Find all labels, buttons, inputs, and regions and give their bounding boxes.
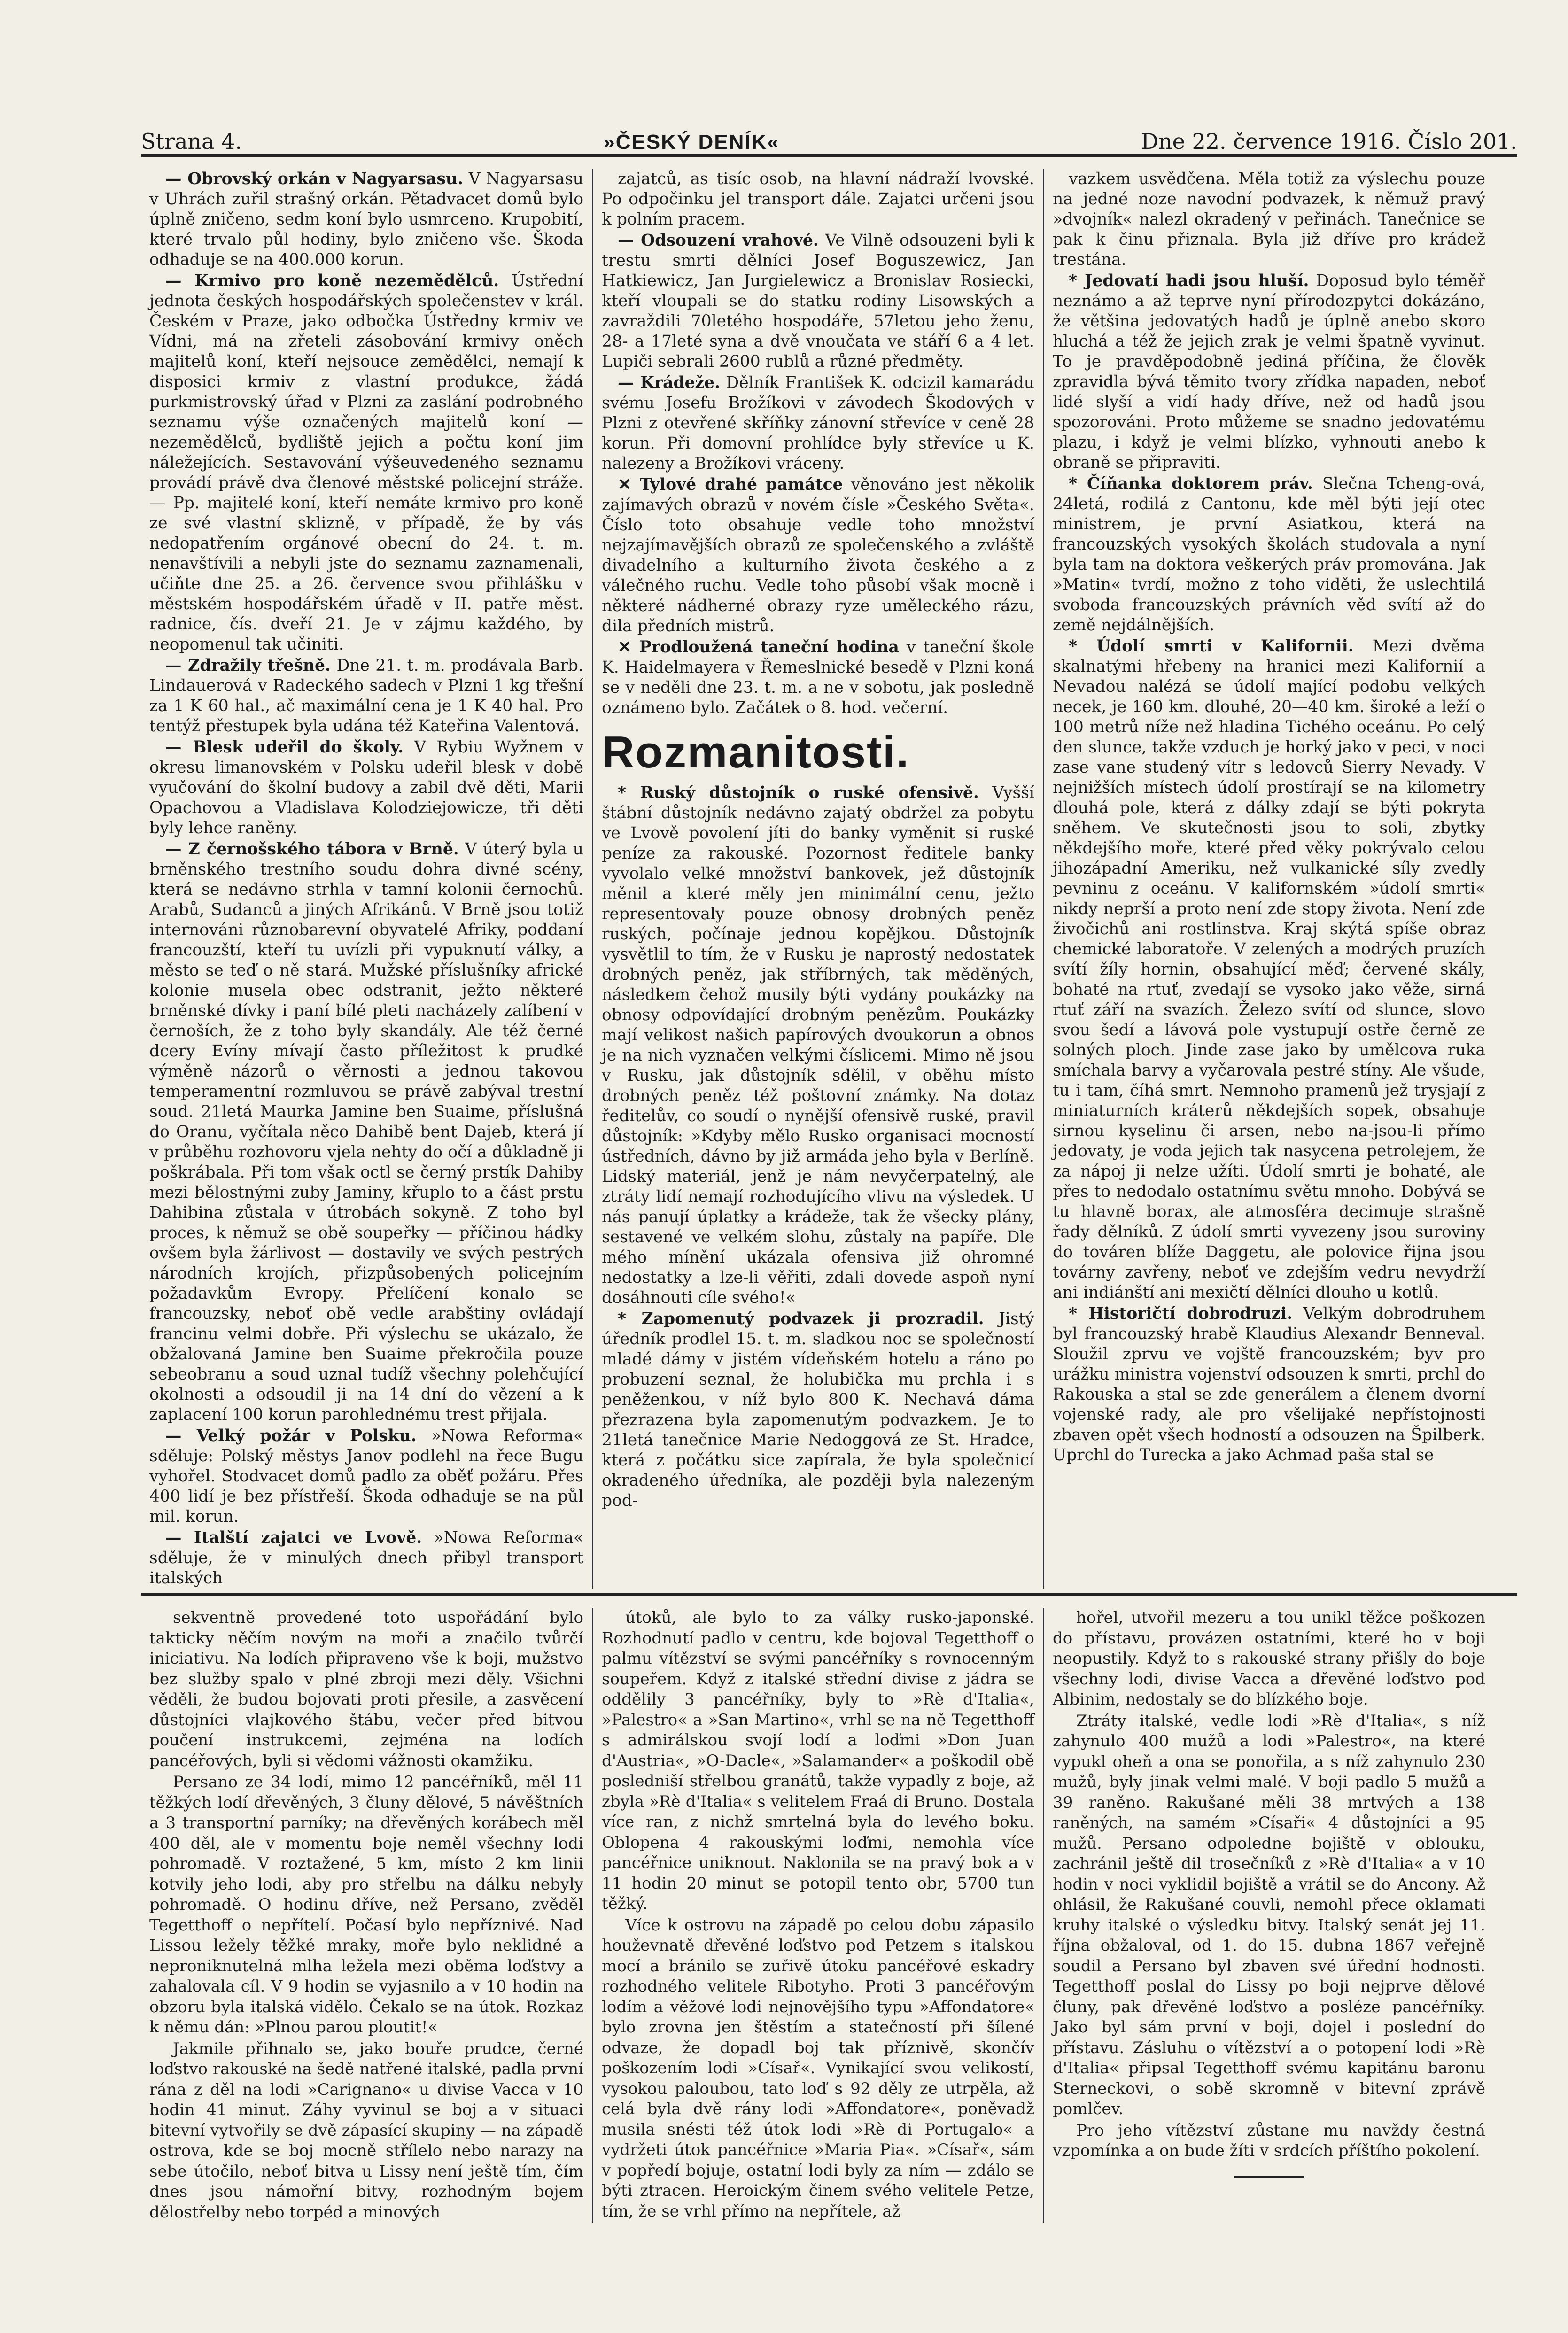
article-paragraph — [602, 169, 1034, 230]
body-paragraph: Persano ze 34 lodí, mimo 12 pancéřníků, měl 11 těžkých lodí dřevěných, 3 čluny dělové, 5 návěštních a 3 transportní parníky; na dřevěných korábech měl 400 děl, ale v momentu boje neměl všechny lodi pohromadě. V roztažené, 5 km, místo 2 km linii kotvily jeho lodi, aby pro střelbu na dálku nebyly pohromadě. O hodinu dříve, než Persano, zvěděl Tegetthoff o nepřítelí. Počasí bylo nepříznivé. Nad Lissou ležely těžké mraky, moře bylo neklidné a neproniknutelná mlha ležela mezi oběma loďstvy a zahalovala cíl. V 9 hodin se vyjasnilo a v 10 hodin na obzoru byla italská vidělo. Čekalo se na útok. Rozkaz k němu dán: »Plnou parou ploutit!« — [149, 1773, 583, 2037]
body-paragraph: útoků, ale bylo to za války rusko-japonské. Rozhodnutí padlo v centru, kde bojoval Tegetthoff o palmu vítězství se svými pancéřníky s rovnocenným soupeřem. Když z italské střední divise z jádra se oddělily 3 pancéřníky, byly to »Rè d'Italia«, »Palestro« a »San Martino«, vrhl se na ně Tegetthoff s admirálskou svojí lodí a loďmi »Don Juan d'Austria«, »O-Dacle«, »Salamander« a poškodil obě posledniší střelbou granátů, takže vypadly z boje, až zbyla »Rè d'Italia« s velitelem Fraá di Bruno. Dostala více ran, z nichž smrtelná byla do levého boku. Oblopena 4 rakouskými loďmi, nemohla více pancéřnice uniknout. Naklonila se na pravý bok a v 11 hodin 20 minut se potopil tento obr, 5700 tun těžký. — [602, 1608, 1034, 1913]
article-paragraph — [602, 373, 1034, 474]
article-heading: ✕ Tylové drahé památce — [618, 475, 843, 494]
article-text: Jistý úředník prodlel 15. t. m. sladkou noc se společností mladé dámy v jistém vídeňském hotelu a ráno po probuzení seznal, že holubička mu prchla i s peněženkou, v níž bylo 800 K. Nechavá dáma přezrazena byla zapomenutým podvazkem. Je to 21letá tanečnice Marie Nedoggová ze St. Hradce, která z počátku sice zapírala, že byla společnicí okradeného úředníka, ale později byla nalezeným pod- — [602, 1310, 1034, 1510]
article-text: Slečna Tcheng-ová, 24letá, rodilá z Cantonu, kde měl býti její otec ministrem, je první Asiatkou, která na francouzských vysokých školách studovala a nyní byla tam na doktora veškerých práv promována. Jak »Matin« tvrdí, možno z toho viděti, že uslechtilá svoboda francouzských právních věd svítí až do země nejdálnějších. — [1053, 474, 1485, 635]
section-divider — [141, 1593, 1517, 1596]
article-text: Velkým dobrodruhem byl francouzský hrabě Klaudius Alexandr Benneval. Sloužil zprvu ve vojště francouzském; byv pro urážku ministra vojenství odsouzen k smrti, prchl do Rakouska a stal se zde generálem a členem dvorní vojenské rady, ale pro všelijaké nepřístojnosti zbaven opět všech hodností a odsouzen na Špilberk. Uprchl do Turecka a jako Achmad paša stal se — [1053, 1304, 1485, 1465]
article-heading: — Z černošského tábora v Brně. — [165, 840, 459, 859]
article-paragraph — [149, 169, 583, 270]
article-heading: * Jedovatí hadi jsou hluší. — [1069, 271, 1309, 290]
top-columns — [141, 169, 1517, 1589]
article-heading: * Ruský důstojník o ruské ofensivě. — [618, 783, 979, 802]
article-paragraph — [1053, 636, 1485, 1303]
article-text: Dělník František K. odcizil kamarádu svému Josefu Brožíkovi v závodech Škodových v Plzni z otevřené skříňky zánovní střevíce v ceně 28 korun. Při domovní prohlídce byly střevíce u K. nalezeny a Brožíkovi vráceny. — [602, 373, 1034, 473]
bottom-column-3 — [1043, 1608, 1494, 2223]
article-heading: — Krmivo pro koně nezemědělců. — [165, 271, 499, 290]
article-heading: — Krádeže. — [618, 373, 721, 392]
article-paragraph — [149, 737, 583, 838]
article-paragraph — [602, 783, 1034, 1308]
section-title-rozmanitosti: Rozmanitosti. — [602, 727, 910, 777]
article-text: Ve Vilně odsouzeni byli k trestu smrti dělníci Josef Boguszewicz, Jan Hatkiewicz, Jan Jurgielewicz a Bronislav Rosiecki, kteří vloupali se do statku rodiny Lisowských a zavraždili 70letého hospodáře, 57letou jeho ženu, 28- a 17leté syna a dvě vnoučata ve stáří 6 a 4 let. Lupiči sebrali 2600 rublů a různé předměty. — [602, 231, 1034, 371]
column-2-news — [602, 169, 1034, 718]
column-2-rozmanitosti — [602, 783, 1034, 1511]
column-3 — [1043, 169, 1494, 1589]
article-text: v taneční škole K. Haidelmayera v Řemeslnické besedě v Plzni koná se v neděli dne 23. t. m. a ne v sobotu, jak posledně oznámeno bylo. Začátek o 8. hod. večerní. — [602, 638, 1034, 717]
article-heading: * Zapomenutý podvazek ji prozradil. — [618, 1310, 984, 1328]
issue-date: Dne 22. července 1916. Číslo 201. — [1141, 129, 1517, 154]
body-paragraph: Více k ostrovu na západě po celou dobu zápasilo houževnatě dřevěné loďstvo pod Petzem s italskou mocí a bránilo se zuřivě útoku pancéřové eskadry rozhodného velitele Ribotyho. Proti 3 pancéřovým lodím a věžové lodi nejnovějšího typu »Affondatore« bylo zrovna jen štěstím a statečností při šílené odvaze, že dopadl boj tak příznivě, skončív poškozením lodi »Císař«. Vynikající svou velikostí, vysokou paloubou, tato loď s 92 děly ze utrpěla, až celá byla dvě rány lodi »Affondatore«, poněvadž musila snésti též útok lodi »Rè di Portugalo« a vydržeti útok pancéřnice »Maria Pia«. »Císař«, sám v popředí bojuje, ostatní lodi byly za ním — zdálo se býti ztracen. Heroickým činem svého velitele Petze, tím, že se vrhl přímo na nepřítele, až — [602, 1915, 1034, 2221]
article-text: zajatců, as tisíc osob, na hlavní nádraží lvovské. Po odpočinku jel transport dále. Zajatci určeni jsou k polním pracem. — [602, 170, 1034, 229]
article-paragraph — [602, 637, 1034, 718]
bottom-columns — [141, 1608, 1517, 2223]
body-paragraph: hořel, utvořil mezeru a tou unikl těžce poškozen do přístavu, provázen ostatními, které ho v boji neopustily. Když to s rakouské strany přišly do boje všechny lodi, divise Vacca a dřevěné loďstvo pod Albinim, nedostaly se do blízkého boje. — [1053, 1608, 1485, 1709]
article-paragraph — [149, 839, 583, 1425]
article-paragraph — [602, 475, 1034, 636]
article-text: věnováno jest několik zajímavých obrazů v novém čísle »Českého Světa«. Číslo toto obsahuje vedle toho množství nejzajímavějších obrazů ze společenského a zvláště divadelního a kulturního života českého a z válečného ruchu. Vedle toho působí však mocně i některé nádherné obrazy ryze uměleckého rázu, dila předních mistrů. — [602, 475, 1034, 636]
article-heading: — Velký požár v Polsku. — [165, 1426, 417, 1445]
article-heading: — Blesk udeřil do školy. — [165, 738, 404, 757]
column-1 — [141, 169, 592, 1589]
body-paragraph: Jakmile přihnalo se, jako bouře prudce, černé loďstvo rakouské na šedě natřené italské, padla první rána z děl na lodi »Carignano« u divise Vacca v 10 hodin 41 minut. Záhy vyvinul se boj a v situaci bitevní vytvořily se dvě zápasící skupiny — na západě ostrova, kde se boj mocně střílelo nebo narazy na sebe útočilo, neboť bitva u Lissy není ještě tím, čím dnes jsou námořní bitvy, rozhodným bojem dělostřelby nebo torpéd a minových — [149, 2039, 583, 2222]
page-number: Strana 4. — [141, 129, 242, 154]
article-heading: * Údolí smrti v Kalifornii. — [1069, 637, 1354, 656]
article-paragraph — [1053, 474, 1485, 636]
article-text: Dne 21. t. m. prodávala Barb. Lindauerová v Radeckého sadech v Plzni 1 kg třešní za 1 K 60 hal., ač maximální cena je 1 K 40 hal. Pro tentýž přestupek byla udána též Kateřina Valentová. — [149, 656, 583, 736]
article-text: V Rybiu Wyžnem v okresu limanovském v Polsku udeřil blesk v době vyučování do školní budovy a zabil dvě děti, Marii Opachovou a Vladislava Kolodziejowicze, tři děti byly lehce raněny. — [149, 738, 583, 837]
article-paragraph — [1053, 1304, 1485, 1465]
article-text: V úterý byla u brněnského trestního soudu dohra divné scény, která se nedávno strhla v tamní kolonii černochů. Arabů, Sudanců a jiných Afrikánů. V Brně jsou totiž internováni různobarevní obyvatelé Afriky, poddaní francouzští, kteří tu uvízli při vypuknutí války, a město se teď o ně stará. Mužské příslušníky africké kolonie musela obec odstranit, ježto některé brněnské dívky i paní bílé pleti nacházely zalíbení v černoších, že z toho byly skandály. Ale též černé dcery Evíny mívají často příležitost k prudké výměně názorů o věrnosti a jednou takovou temperamentní rozmluvou se právě zabýval trestní soud. 21letá Maurka Jamine ben Suaime, příslušná do Oranu, vyčítala něco Dahibě bent Dajeb, která jí v průběhu rozhovoru vjela nehty do očí a důkladně ji poškrábala. Při tom však octl se černý prstík Dahiby mezi bělostnými zuby Jaminy, křuplo to a část prstu Dahibina zůstala v útrobách sokyně. Z toho byl proces, k němuž se obě soupeřky — příčinou hádky ovšem byla žárlivost — dostavily ve svých pestrých národních krojích, přizpůsobených policejním požadavkům Evropy. Přelíčení konalo se francouzsky, neboť obě vedle arabštiny ovládají francinu velmi dobře. Při výslechu se ukázalo, že obžalovaná Jamine ben Suaime překročila pouze sebeobranu a soud uznal tudíž všechny polehčující okolnosti a odsoudil ji na 14 dní do vězení a k zaplacení 100 korun parohlednému trest přijala. — [149, 840, 583, 1424]
article-text: V Nagyarsasu v Uhrách zuřil strašný orkán. Pětadvacet domů bylo úplně zničeno, sedm koní bylo usmrceno. Krupobití, které trvalo půl hodiny, bylo zničeno vše. Škoda odhaduje se na 400.000 korun. — [149, 170, 583, 269]
article-paragraph — [149, 271, 583, 655]
page-header — [141, 117, 1517, 157]
body-paragraph: sekventně provedené toto uspořádání bylo takticky něčím novým na moři a značilo tvůrčí iniciativu. Na lodích připraveno vše k boji, mužstvo bez služby spalo v plné zbroji mezi děly. Všichni věděli, že budou bojovati proti přesile, a zasvěcení důstojníci vlajkového štábu, večer před bitvou poučení instrukcemi, zejména na lodích pancéřových, byli si vědomi vážnosti okamžiku. — [149, 1608, 583, 1770]
article-paragraph — [149, 1528, 583, 1589]
article-heading: — Zdražily třešně. — [165, 656, 331, 675]
bottom-column-3-text — [1053, 1608, 1485, 2162]
body-paragraph: Ztráty italské, vedle lodi »Rè d'Italia«, s níž zahynulo 400 mužů a lodi »Palestro«, na které vypukl oheň a ona se ponořila, a s níž zahynulo 230 mužů, byly jinak velmi malé. V boji padlo 5 mužů a 39 raněno. Rakušané měli 38 mrtvých a 138 raněných, na samém »Císaři« 4 důstojníci a 95 mužů. Persano odpoledne bojiště v oblouku, zachránil ještě dil trosečníků z »Rè d'Italia« a v 10 hodin v noci vyklidil bojiště a vrátil se do Ancony. Až ohlásil, že Rakušané couvli, nemohl přece oklamati kruhy italské o výsledku bitvy. Italský senát jej 11. října obžaloval, od 1. do 15. dubna 1867 veřejně soudil a Persano byl zbaven své úřední hodnosti. Tegetthoff poslal do Lissy po boji nejprve dělové čluny, pak dřevěné loďstvo a posléze pancéřníky. Jako byl sám první v boji, dojel i poslední do přístavu. Zásluhu o vítězství a o potopení lodi »Rè d'Italia« připsal Tegetthoff svému kapitánu baronu Sterneckovi, o sobě skromně v bitevní zprávě pomlčev. — [1053, 1711, 1485, 2118]
article-paragraph — [602, 1309, 1034, 1511]
article-paragraph — [149, 1426, 583, 1527]
article-text: Mezi dvěma skalnatými hřebeny na hranici mezi Kalifornií a Nevadou nalézá se údolí mající podobu velkých necek, je 160 km. dlouhé, 20—40 km. široké a leží o 100 metrů níže než hladina Tichého oceánu. Po celý den slunce, takže vzduch je horký jako v peci, v noci zase vane studený vítr s ledovců Sierry Nevady. V nejnižších místech údolí prostírají se na kilometry dlouhá pole, která z dálky zdají se býti pokryta sněhem. Ve skutečnosti jsou to soli, zbytky někdejšího moře, které před věky pokrývalo celou jihozápadní Ameriku, než vulkanické síly zvedly pevninu z oceánu. V kalifornském »údolí smrti« nikdy neprší a proto není zde stopy života. Není zde živočichů ani rostlinstva. Kraj skýtá spíše obraz chemické laboratoře. V zelených a modrých pruzích svítí žíly hornin, obsahující měď; červené skály, bohaté na rtuť, zvedají se vysoko jako věže, sirná rtuť září na svazích. Železo svítí od slunce, slovo svou šedí a lávová pole vystupují ostře černě ze solných ploch. Jinde zase jako by umělcova ruka smíchala barvy a vyčarovala pestré stíny. Ale všude, tu i tam, číhá smrt. Nemnoho pramenů jež trysjají z miniaturních kráterů někdejších sopek, obsahuje sirnou kyselinu či arsen, nebo na-jsou-li přímo jedovaty, je voda jejich tak nasycena petrolejem, že za nápoj ji nelze užíti. Údolí smrti je bohaté, ale přes to nedodalo ostatnímu světu mnoho. Dobývá se tu hlavně borax, ale atmosféra decimuje strašně řady dělníků. Z údolí smrti vyvezeny jsou suroviny do továren blíže Daggetu, ale polovice řijna jsou továrny zavřeny, neboť ve zdejším vedru nevydrží ani indiánští ani mexičtí dělníci dlouho u kotlů. — [1053, 637, 1485, 1302]
article-heading: — Obrovský orkán v Nagyarsasu. — [165, 170, 463, 188]
bottom-column-1 — [141, 1608, 592, 2223]
article-text: »Nowa Reforma« sděluje: Polský městys Janov podlehl na řece Bugu vyhořel. Stodvacet domů padlo za oběť požáru. Přes 400 lidí je bez přístřeší. Škoda odhaduje se na půl mil. korun. — [149, 1426, 583, 1526]
article-text: Doposud bylo téměř neznámo a až teprve nyní přírodozpytci dokázáno, že většina jedovatých hadů je úplně anebo skoro hluchá a též že jejich zrak je velmi špatně vyvinut. To je pravděpodobně jediná příčina, že člověk zpravidla bývá těmito tvory zřídka napaden, neboť lidé slyší a vidí hady dříve, než od hadů jsou spozorováni. Proto můžeme se snadno jedovatému plazu, i když je velmi blízko, vyhnouti anebo k obraně se připraviti. — [1053, 271, 1486, 472]
article-paragraph — [1053, 169, 1485, 270]
article-text: Ústřední jednota českých hospodářských společenstev v král. Českém v Praze, jako odbočka Ústředny krmiv ve Vídni, má na zřeteli zásobování krmivy oněch majitelů koní, kteří nejsouce zemědělci, nemají k disposici krmiv z vlastní produkce, žádá purkmistrovský úřad v Plzni za zaslání podrobného seznamu výše označených majitelů koní — nezemědělců, bydliště jejich a počtu koní jim náležejících. Sestavování výšeuvedeného seznamu provádí právě dva členové městské policejní stráže. — Pp. majitelé koní, kteří nemáte krmivo pro koně ze své vlastní sklizně, v případě, že by vás nedopatřením orgánové obecní do 24. t. m. nenavštívili a nebyli jste do seznamu zaznamenali, učiňte dne 25. a 26. července svou přihlášku v městském hospodářském úřadě v II. patře měst. radnice, čís. dveří 21. Je v zájmu každého, by neopomenul tak učiniti. — [149, 271, 583, 654]
column-2 — [592, 169, 1043, 1589]
article-heading: * Historičtí dobrodruzi. — [1069, 1304, 1293, 1323]
article-paragraph — [602, 231, 1034, 372]
article-heading: — Italští zajatci ve Lvově. — [165, 1528, 422, 1547]
article-text: »Nowa Reforma« sděluje, že v minulých dnech přibyl transport italských — [149, 1528, 583, 1588]
body-paragraph: Pro jeho vítězství zůstane mu navždy čestná vzpomínka a on bude žíti v srdcích příštího pokolení. — [1053, 2121, 1485, 2160]
article-heading: ✕ Prodloužená taneční hodina — [618, 638, 899, 657]
newspaper-title: »ČESKÝ DENÍK« — [603, 131, 780, 154]
bottom-column-2 — [592, 1608, 1043, 2223]
article-text: vazkem usvědčena. Měla totiž za výslechu pouze na jedné noze navodní podvazek, k němuž pravý »dvojník« nalezl okradený v peřinách. Tanečnice se pak k činu přiznala. Byla již dříve pro krádež trestána. — [1053, 170, 1485, 269]
article-text: Vyšší štábní důstojník nedávno zajatý obdržel za pobytu ve Lvově povolení jíti do banky vyměnit si ruské peníze za rakouské. Pozornost ředitele banky vyvolalo velké množství bankovek, jež důstojník měnil a které měly jen minimální cenu, ježto representovaly pouze obnosy drobných peněz ruských, počínaje jednou kopějkou. Důstojník vysvětlil to tím, že v Rusku je naprostý nedostatek drobných peněz, jak stříbrných, tak měděných, následkem čehož musily býti vydány poukázky na obnosy odpovídající drobným penězům. Poukázky mají velikost našich papírových dvoukorun a obnos je na nich vyznačen velkými číslicemi. Mimo ně jsou v Rusku, jak důstojník sdělil, v oběhu místo drobných peněz též poštovní známky. Na dotaz ředitelův, co soudí o nynější ofensivě ruské, pravil důstojník: »Kdyby mělo Rusko organisaci mocností ústředních, dávno by již armáda jeho byla v Berlíně. Lidský materiál, jenž je nám nevyčerpatelný, ale ztráty lidí nemají rozhodujícího vlivu na výsledek. U nás panují úplatky a krádeže, tak že všecky plány, sestavené ve velkém slohu, zůstaly na papíře. Dle mého mínění ukázala ofensiva již ohromné nedostatky a lze-li věřiti, zdali dovede aspoň nyní dosáhnouti cíle svého!« — [602, 783, 1034, 1307]
article-paragraph — [149, 656, 583, 736]
article-heading: * Číňanka doktorem práv. — [1069, 474, 1313, 493]
article-paragraph — [1053, 271, 1485, 473]
end-rule — [1234, 2176, 1304, 2178]
article-heading: — Odsouzení vrahové. — [618, 231, 819, 250]
